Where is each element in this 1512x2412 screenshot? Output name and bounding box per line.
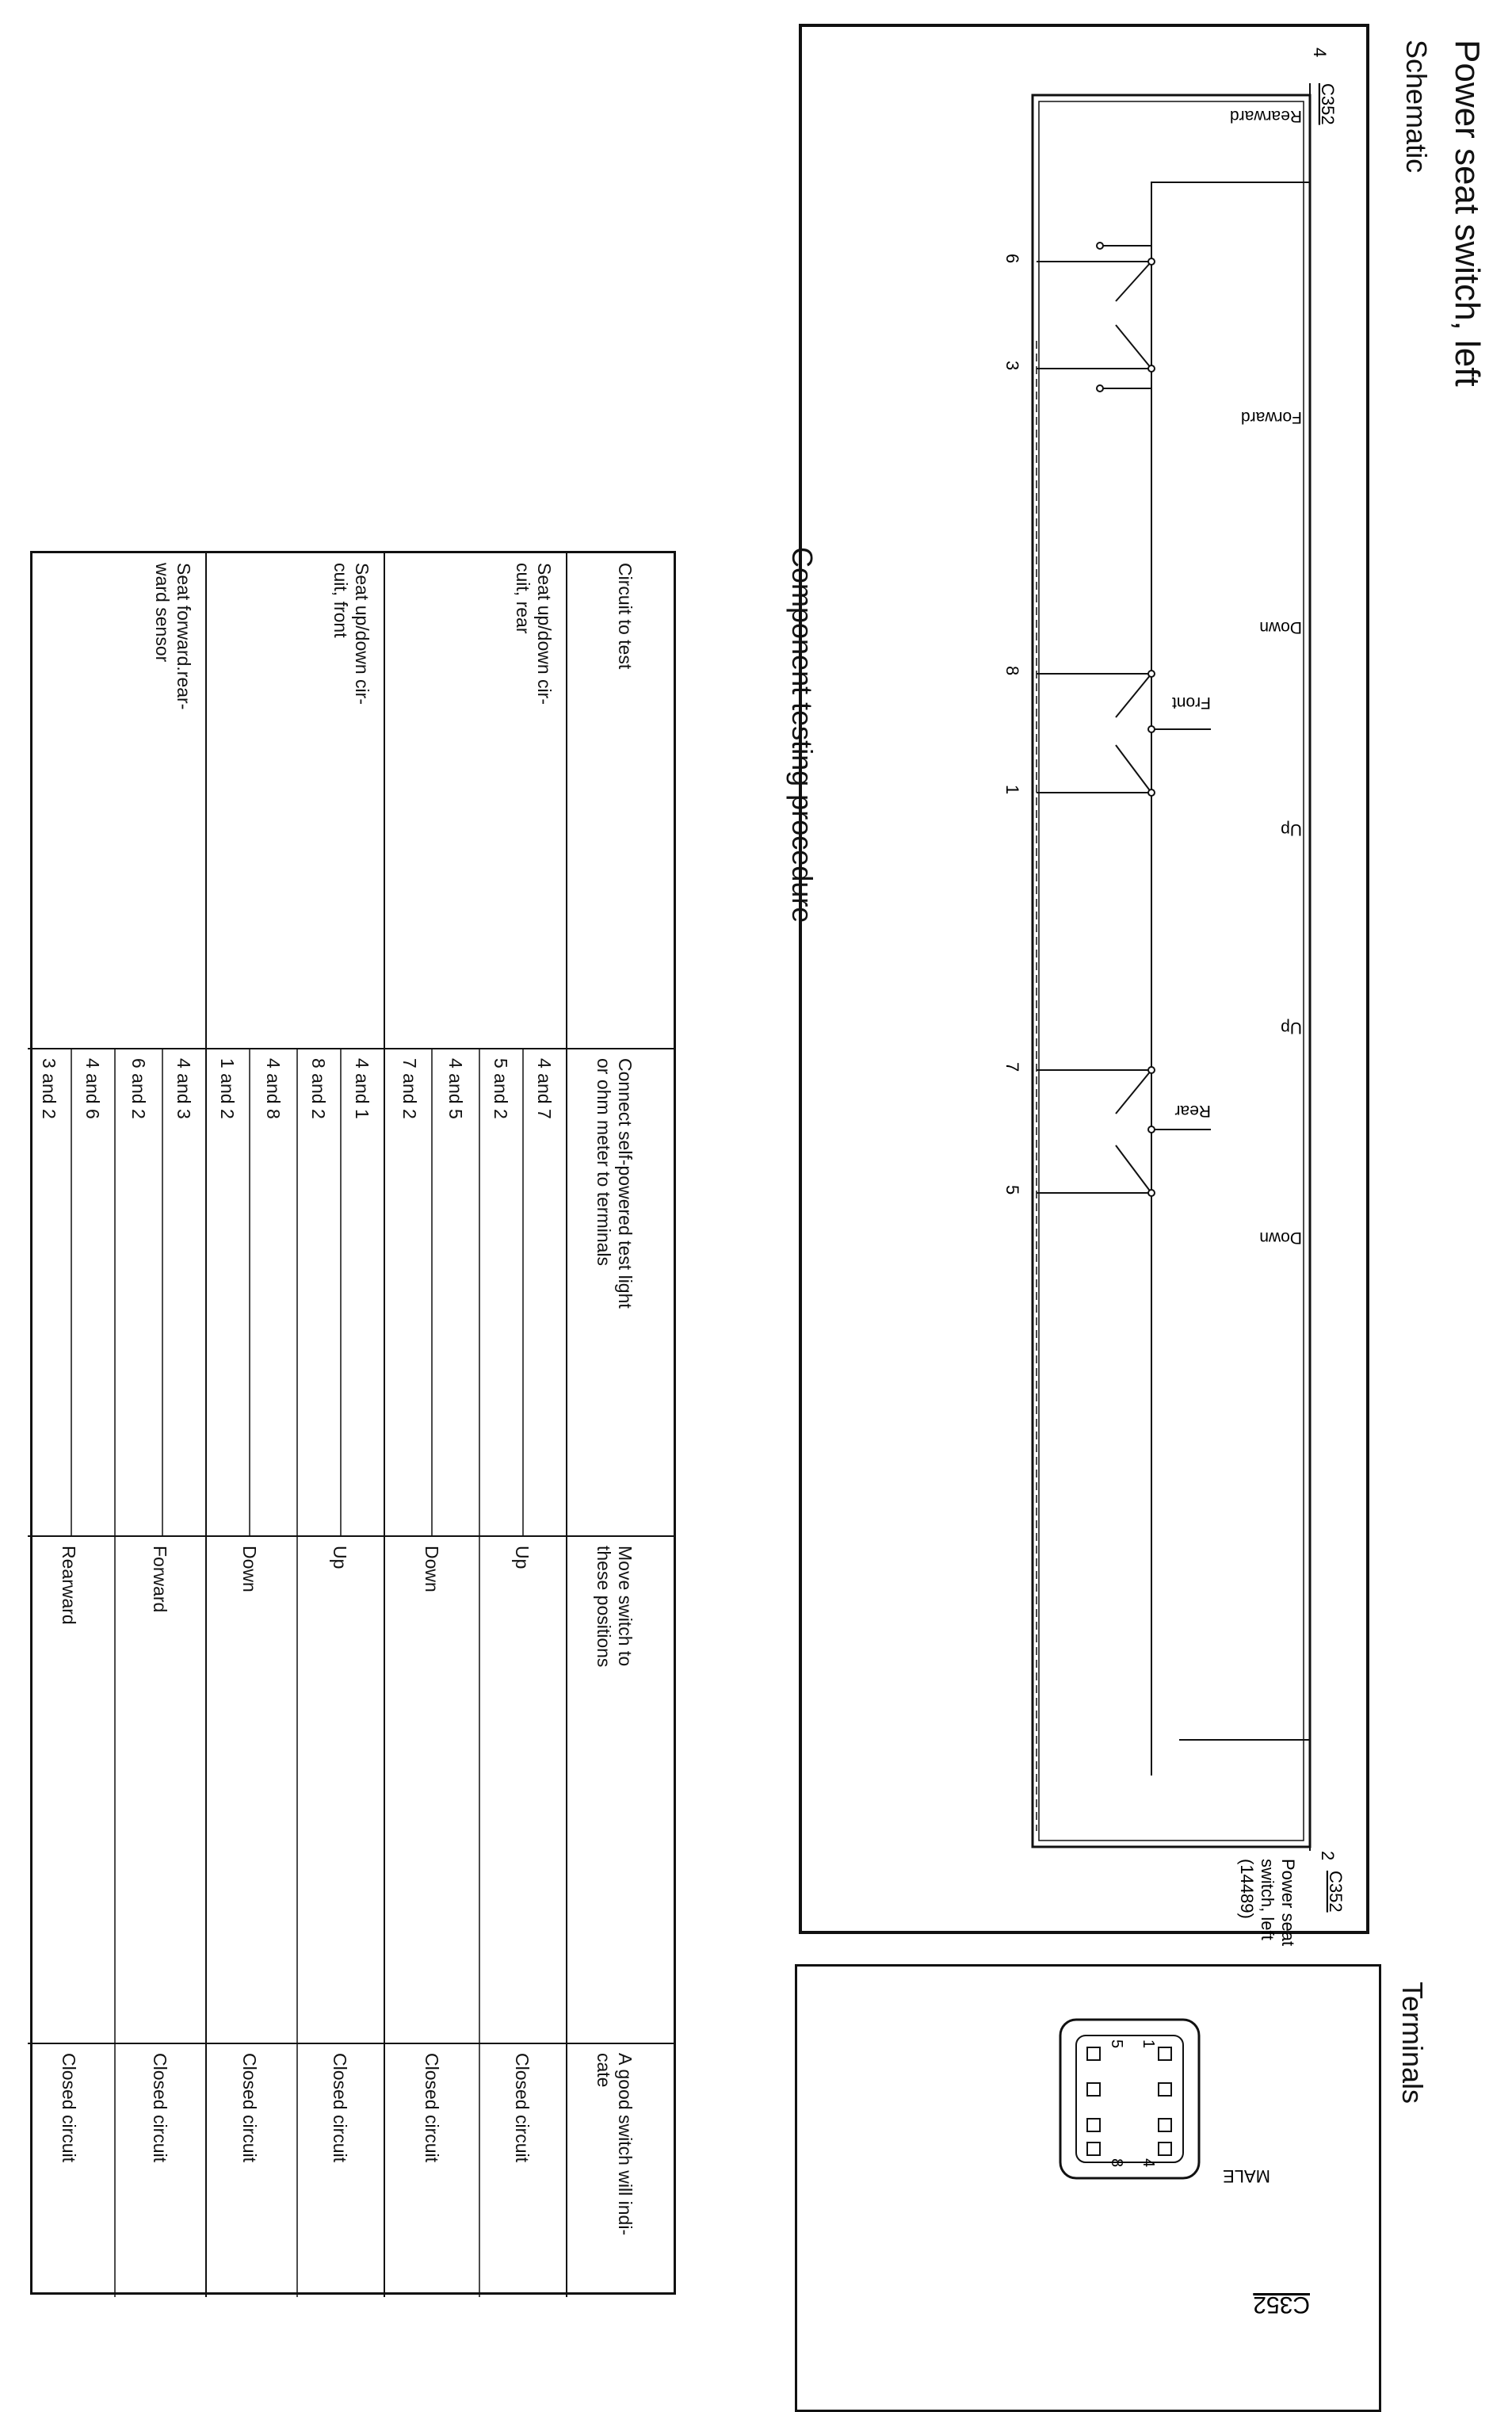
circuit-line: Seat forward.rear- — [174, 563, 194, 710]
terminals-cell: 4 and 1 — [352, 1058, 372, 1119]
rearward-label: Rearward — [1229, 107, 1302, 125]
table-grid — [28, 553, 674, 2297]
component-name-line-1: Power seat — [1278, 1859, 1298, 1947]
page-title: Power seat switch, left — [1448, 40, 1487, 387]
component-outline — [1033, 95, 1310, 1847]
terminals-cell: 1 and 2 — [217, 1058, 238, 1119]
row-front-circuit — [330, 563, 372, 705]
front-down-label: Down — [1259, 618, 1302, 636]
connector-top-label: C352 — [1318, 83, 1338, 125]
rear-up-label: Up — [1281, 1019, 1302, 1037]
forward-label: Forward — [1240, 408, 1302, 426]
component-name-line-3: (14489) — [1237, 1859, 1257, 1919]
row-rear-circuit — [512, 563, 555, 705]
result-cell: Closed circuit — [512, 2053, 533, 2163]
component-outline-inner — [1039, 101, 1304, 1841]
header-result-line-1: A good switch will indi- — [615, 2053, 636, 2236]
position-cell: Rearward — [59, 1546, 79, 1625]
header-result-line-2: cate — [594, 2053, 614, 2088]
terminals-cell: 4 and 5 — [445, 1058, 466, 1119]
pin-1-label: 1 — [1002, 785, 1022, 795]
header-result — [593, 2053, 636, 2235]
position-cell: Up — [512, 1546, 533, 1569]
pin-top-label: 4 — [1310, 48, 1330, 58]
circuit-line: ward sensor — [152, 563, 173, 663]
connector-bottom-label: C352 — [1326, 1871, 1346, 1913]
header-position-line-2: these positions — [594, 1546, 614, 1668]
terminals-cell: 6 and 2 — [128, 1058, 149, 1119]
header-terminals-line-2: or ohm meter to terminals — [594, 1058, 614, 1267]
schematic-heading: Schematic — [1400, 40, 1433, 174]
header-position-line-1: Move switch to — [615, 1546, 636, 1667]
result-cell: Closed circuit — [239, 2053, 260, 2163]
rear-circuit-label: Rear — [1174, 1102, 1211, 1120]
header-position — [593, 1546, 636, 1667]
test-procedure-table — [30, 551, 676, 2295]
component-name-label — [1237, 1859, 1298, 1946]
pin-7-label: 7 — [1002, 1062, 1022, 1072]
pin-4-terminal: 4 — [1140, 2158, 1157, 2168]
terminals-cell: 4 and 3 — [174, 1058, 194, 1119]
terminals-cell: 4 and 7 — [534, 1058, 555, 1119]
pin-3-label: 3 — [1002, 361, 1022, 371]
pin-5-label: 5 — [1002, 1185, 1022, 1195]
pin-cavities — [1087, 2047, 1171, 2155]
component-testing-heading: Component testing procedure — [786, 547, 819, 923]
header-terminals — [593, 1058, 636, 1309]
connector-c352-view — [795, 1964, 1381, 2412]
result-cell: Closed circuit — [422, 2053, 442, 2163]
terminals-connector-label: C352 — [1253, 2292, 1310, 2318]
rear-down-label: Down — [1259, 1229, 1302, 1247]
header-circuit — [614, 563, 636, 669]
result-cell: Closed circuit — [330, 2053, 350, 2163]
component-name-line-2: switch, left — [1258, 1859, 1277, 1940]
terminals-cell: 4 and 8 — [263, 1058, 284, 1119]
header-circuit-line: Circuit to test — [615, 563, 636, 670]
pin-5-terminal: 5 — [1108, 2039, 1125, 2049]
pin-6-label: 6 — [1002, 254, 1022, 264]
circuit-line: Seat up/down cir- — [534, 563, 555, 705]
row-forward-rearward-circuit — [151, 563, 194, 709]
circuit-line: cuit, rear — [513, 563, 533, 634]
terminals-cell: 8 and 2 — [308, 1058, 329, 1119]
header-terminals-line-1: Connect self-powered test light — [615, 1058, 636, 1309]
position-cell: Down — [239, 1546, 260, 1592]
pin-1-terminal: 1 — [1140, 2039, 1157, 2049]
connector-housing — [1060, 2020, 1199, 2178]
terminals-cell: 7 and 2 — [399, 1058, 420, 1119]
circuit-line: cuit, front — [330, 563, 351, 638]
pin-8-terminal: 8 — [1108, 2158, 1125, 2168]
pin2-wire — [1179, 1740, 1310, 1851]
result-cell: Closed circuit — [59, 2053, 79, 2163]
front-up-label: Up — [1281, 820, 1302, 839]
circuit-line: Seat up/down cir- — [352, 563, 372, 705]
result-cell: Closed circuit — [150, 2053, 170, 2163]
position-cell: Up — [330, 1546, 350, 1569]
terminals-heading: Terminals — [1396, 1982, 1429, 2104]
position-cell: Down — [422, 1546, 442, 1592]
gender-label: MALE — [1223, 2166, 1270, 2186]
front-circuit-label: Front — [1171, 694, 1211, 712]
pin4-bus — [1151, 83, 1310, 1776]
position-cell: Forward — [150, 1546, 170, 1613]
terminals-cell: 5 and 2 — [491, 1058, 511, 1119]
pin-8-label: 8 — [1002, 666, 1022, 676]
terminals-cell: 4 and 6 — [82, 1058, 103, 1119]
terminals-cell: 3 and 2 — [39, 1058, 59, 1119]
pin-bottom-label: 2 — [1318, 1851, 1338, 1861]
